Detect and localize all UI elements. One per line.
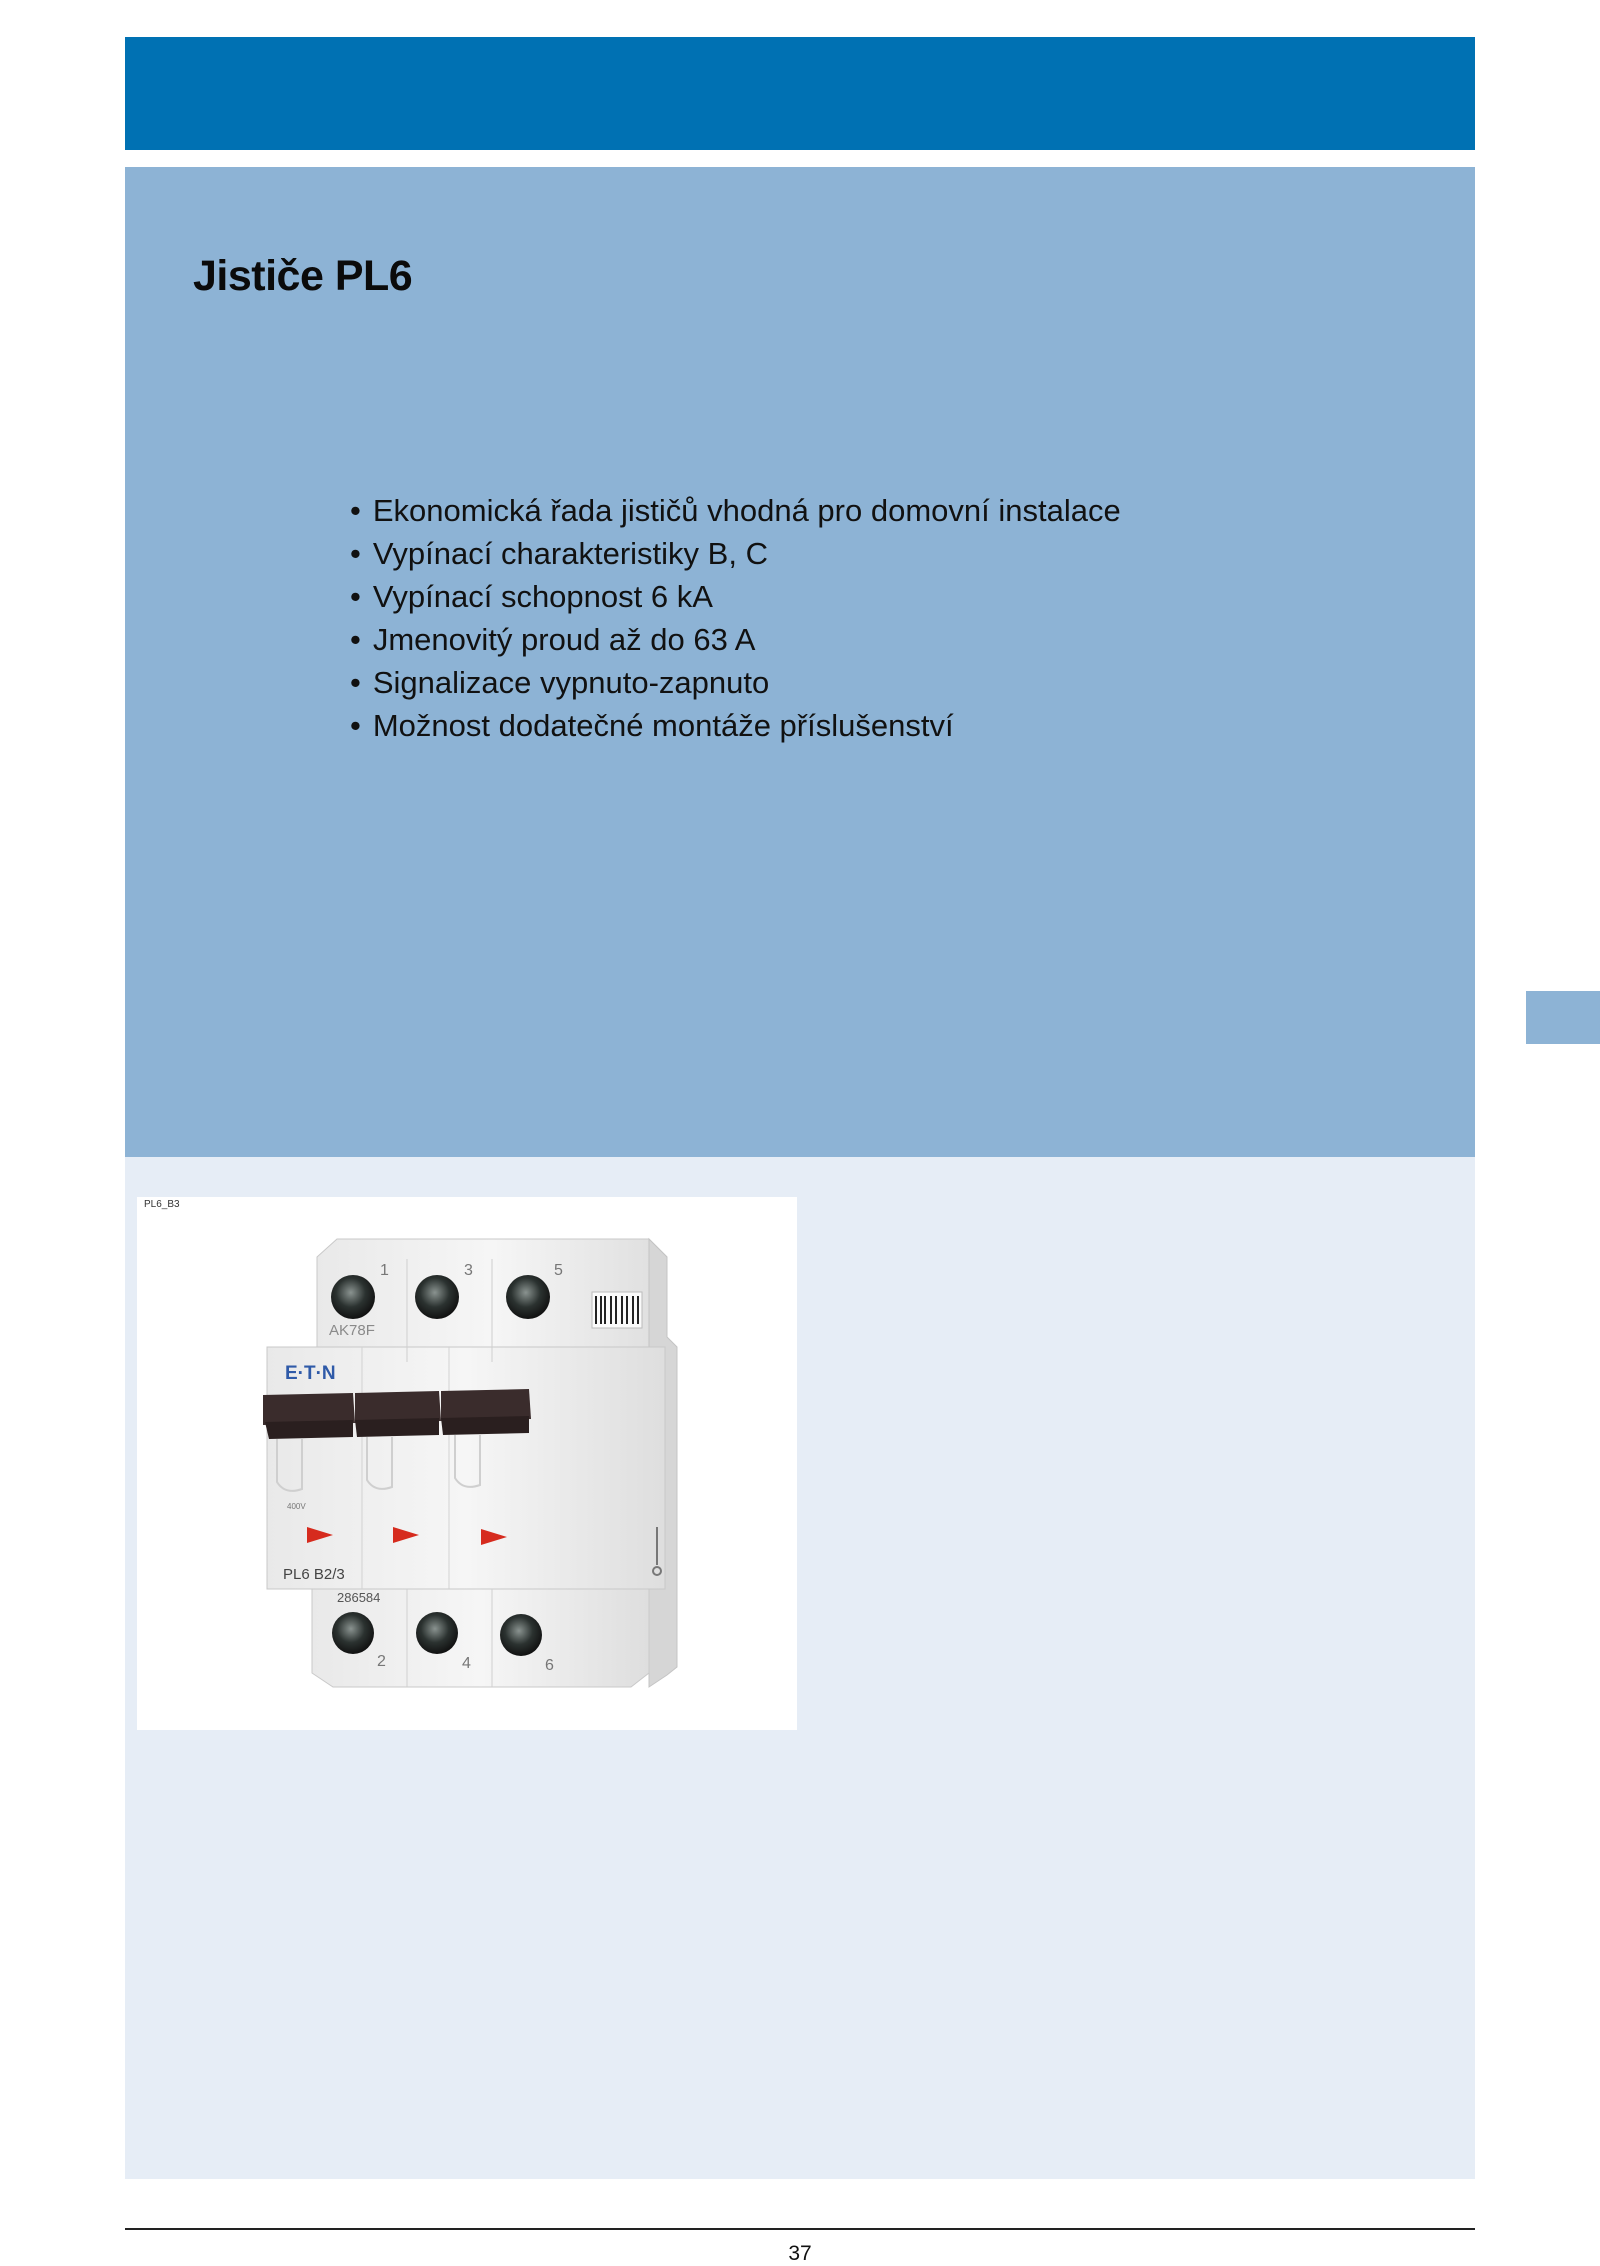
page-title: Jističe PL6 — [193, 252, 413, 300]
terminal-number: 1 — [380, 1262, 389, 1279]
header-band — [125, 37, 1475, 150]
lot-code: AK78F — [329, 1322, 375, 1339]
terminal-screw-icon — [332, 1612, 374, 1654]
terminal-number: 3 — [464, 1262, 473, 1279]
page-number: 37 — [788, 2242, 812, 2265]
terminal-number: 6 — [545, 1657, 554, 1674]
model-label: PL6 B2/3 — [283, 1566, 345, 1583]
terminal-number: 5 — [554, 1262, 563, 1279]
image-caption: PL6_B3 — [144, 1199, 180, 1210]
feature-item: • Signalizace vypnuto-zapnuto — [350, 661, 1121, 704]
feature-item: • Jmenovitý proud až do 63 A — [350, 618, 1121, 661]
terminal-screw-icon — [416, 1612, 458, 1654]
voltage-label: 400V — [287, 1502, 306, 1511]
section-tab-marker — [1526, 991, 1600, 1044]
terminal-screw-icon — [415, 1275, 459, 1319]
product-photo — [137, 1197, 797, 1730]
hero-panel — [125, 167, 1475, 1157]
feature-item: • Ekonomická řada jističů vhodná pro domovní instalace — [350, 489, 1121, 532]
feature-item: • Vypínací charakteristiky B, C — [350, 532, 1121, 575]
terminal-screw-icon — [331, 1275, 375, 1319]
feature-list — [350, 489, 1121, 747]
part-number: 286584 — [337, 1590, 381, 1605]
terminal-number: 4 — [462, 1655, 471, 1672]
footer-divider — [125, 2228, 1475, 2230]
feature-item: • Možnost dodatečné montáže příslušenství — [350, 704, 1121, 747]
brand-logo: E·T·N — [285, 1363, 336, 1384]
terminal-number: 2 — [377, 1653, 386, 1670]
terminal-screw-icon — [500, 1614, 542, 1656]
terminal-screw-icon — [506, 1275, 550, 1319]
circuit-breaker-illustration — [137, 1197, 797, 1730]
feature-item: • Vypínací schopnost 6 kA — [350, 575, 1121, 618]
